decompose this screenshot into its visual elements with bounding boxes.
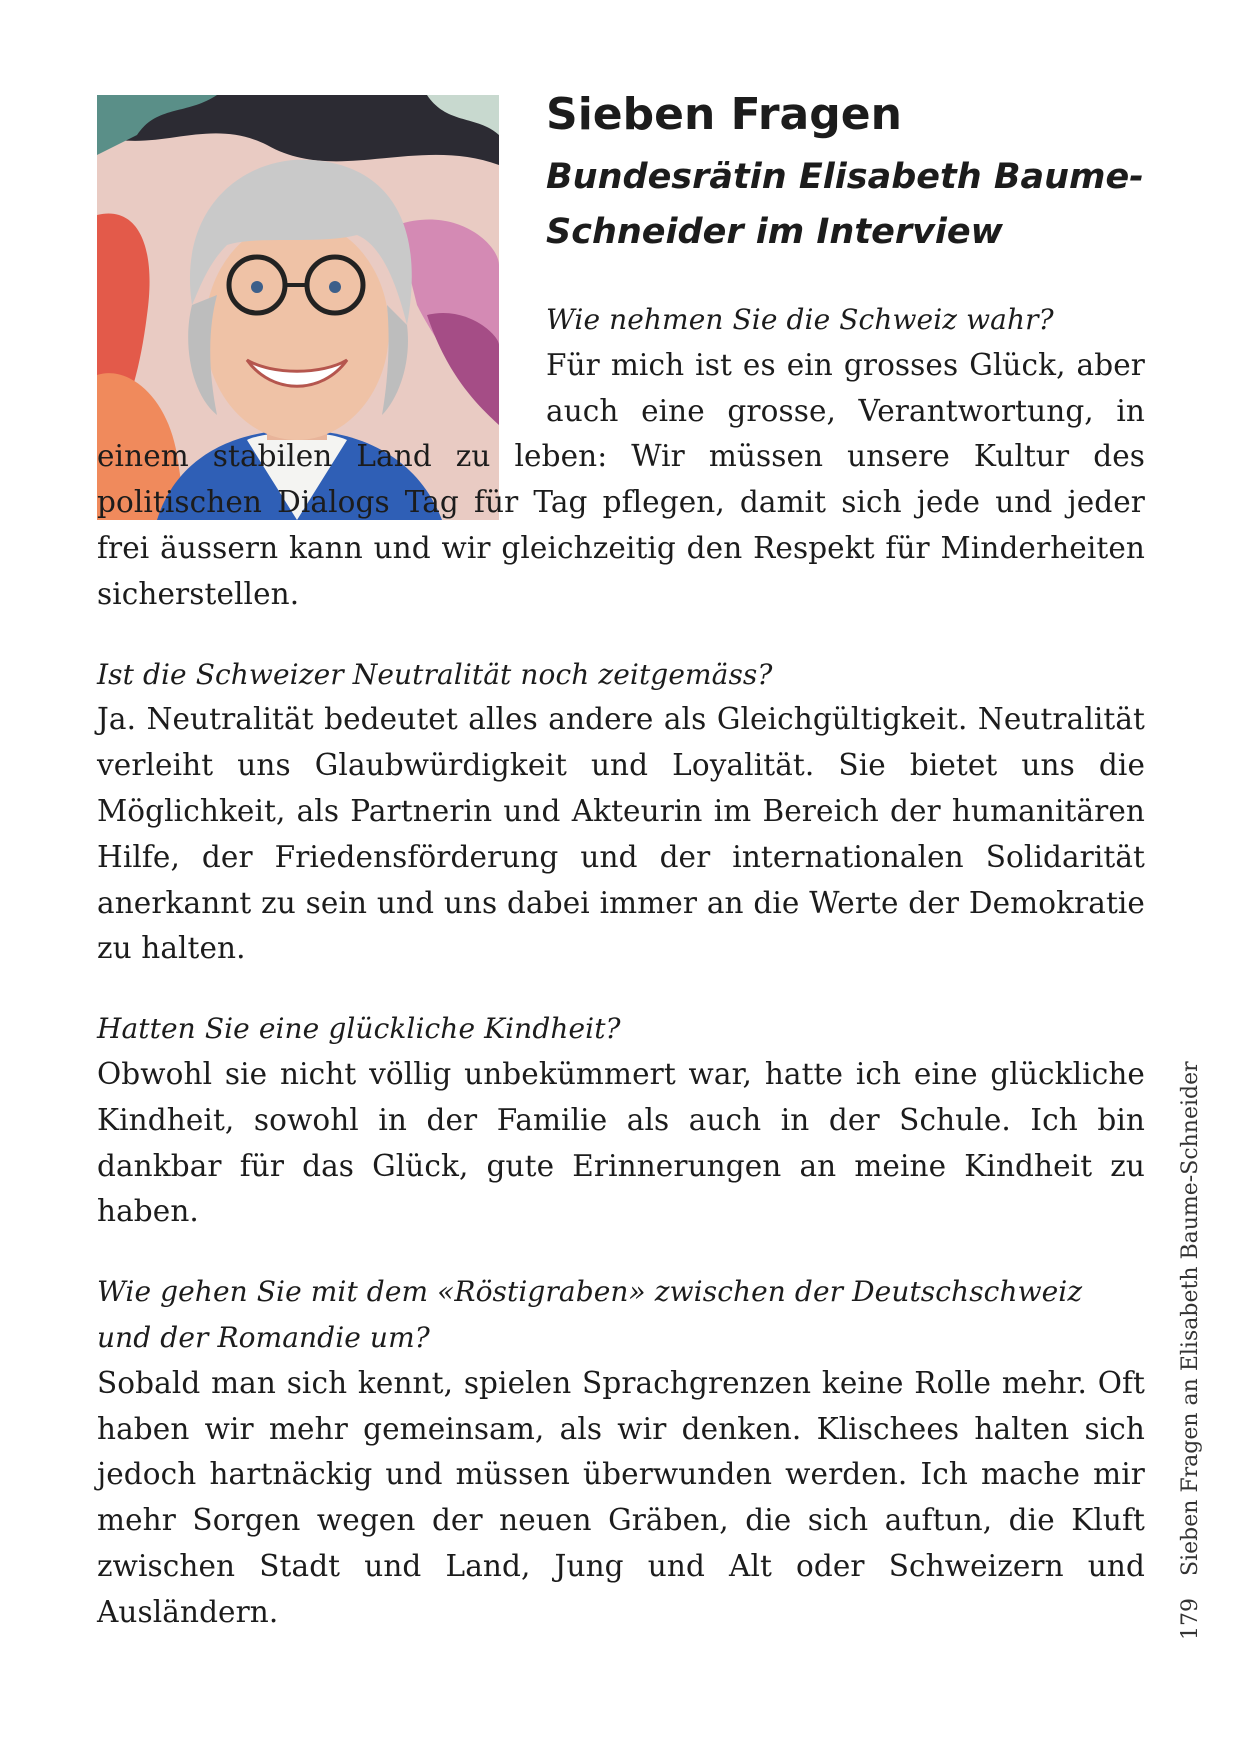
question-2: Ist die Schweizer Neutralität noch zeitgemäss? <box>97 657 773 691</box>
answer-4: Sobald man sich kennt, spielen Sprachgrenzen keine Rolle mehr. Oft haben wir mehr gemeinsam, als wir denken. Klischees halten sich jedoch hartnäckig und müssen überwunden werden. Ich mache mir mehr Sorgen wegen der neuen Gräben, die sich auftun, die Kluft zwischen Stadt und Land, Jung und Alt oder Schweizern und Ausländern. <box>97 1365 1145 1629</box>
page-subtitle: Bundesrätin Elisabeth Baume-Schneider im Interview <box>546 157 1144 252</box>
answer-2: Ja. Neutralität bedeutet alles andere als Gleichgültigkeit. Neutralität verleiht uns Glaubwürdigkeit und Loyalität. Sie bietet uns die Möglichkeit, als Partnerin und Akteurin im Bereich der humanitären Hilfe, der Friedensförderung und der internationalen Solidarität anerkannt zu sein und uns dabei immer an die Werte der Demokratie zu halten. <box>97 702 1145 966</box>
question-1: Wie nehmen Sie die Schweiz wahr? <box>546 303 1054 336</box>
section-gap <box>97 618 1145 652</box>
article-body <box>97 297 1145 1636</box>
answer-1: Für mich ist es ein grosses Glück, aber auch eine grosse, Verantwortung, in einem stabilen Land zu leben: Wir müssen unsere Kultur des politischen Dialogs Tag für Tag pflegen, damit sich jede und jeder frei äussern kann und wir gleichzeitig den Respekt für Minderheiten sicherstellen. <box>97 347 1145 611</box>
section-gap <box>97 972 1145 1006</box>
question-3: Hatten Sie eine glückliche Kindheit? <box>97 1012 621 1046</box>
running-head <box>1178 1061 1203 1640</box>
answer-3: Obwohl sie nicht völlig unbekümmert war, hatte ich eine glückliche Kindheit, sowohl in der Familie als auch in der Schule. Ich bin dankbar für das Glück, gute Erinnerungen an meine Kindheit zu haben. <box>97 1056 1145 1229</box>
article-header <box>546 84 1146 260</box>
question-4: Wie gehen Sie mit dem «Röstigraben» zwischen der Deutschschweiz und der Romandie um? <box>97 1275 1083 1354</box>
running-head-text: Sieben Fragen an Elisabeth Baume-Schneider <box>1178 1061 1203 1576</box>
section-gap <box>97 1235 1145 1269</box>
photo-wrap-space <box>97 95 546 395</box>
page-number: 179 <box>1178 1598 1203 1640</box>
page-title: Sieben Fragen <box>546 89 902 140</box>
